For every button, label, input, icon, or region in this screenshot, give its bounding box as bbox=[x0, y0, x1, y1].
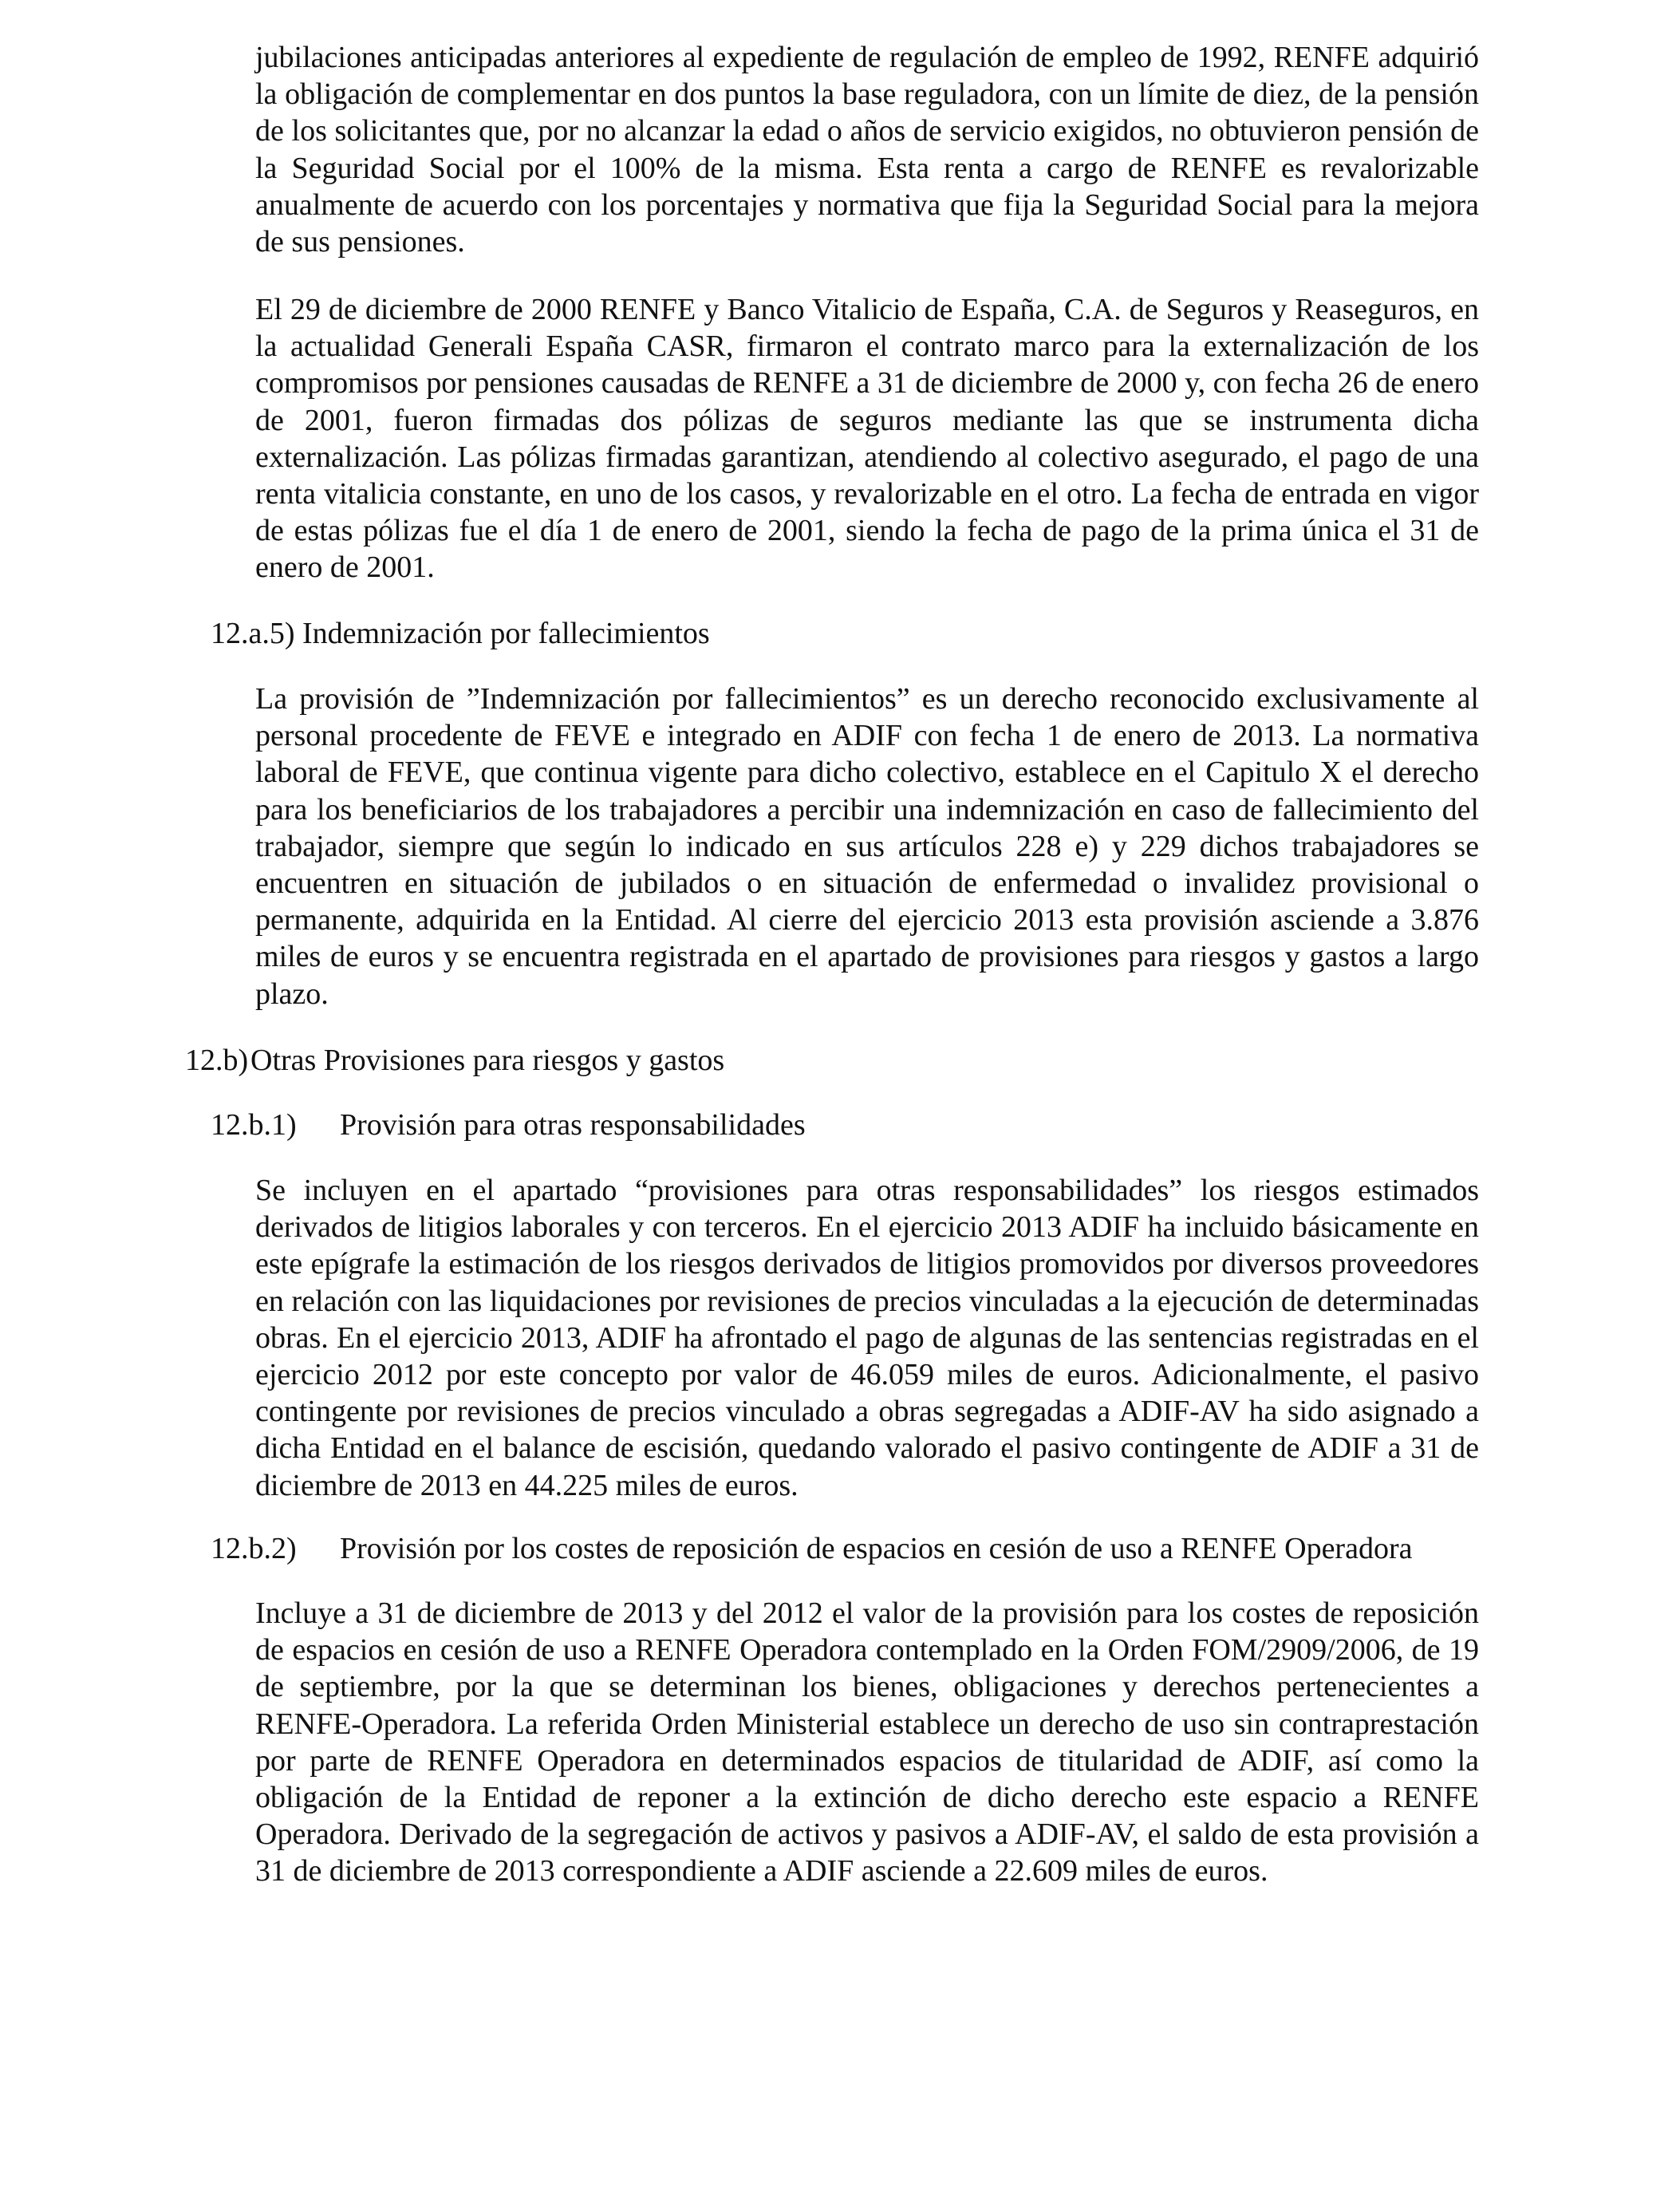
paragraph-death-indemnity: La provisión de ”Indemnización por fallecimientos” es un derecho reconocido exclusivamente al personal procedente de FEVE e integrado en ADIF con fecha 1 de enero de 2013. La normativa laboral de FEVE, que continua vigente para dicho colectivo, establece en el Capitulo X el derecho para los beneficiarios de los trabajadores a percibir una indemnización en caso de fallecimiento del trabajador, siempre que según lo indicado en sus artículos 228 e) y 229 dichos trabajadores se encuentren en situación de jubilados o en situación de enfermedad o invalidez provisional o permanente, adquirida en la Entidad. Al cierre del ejercicio 2013 esta provisión asciende a 3.876 miles de euros y se encuentra registrada en el apartado de provisiones para riesgos y gastos a largo plazo. bbox=[255, 682, 1479, 1011]
heading-12b2-number: 12.b.2) bbox=[211, 1532, 297, 1565]
heading-12b bbox=[185, 1042, 724, 1079]
paragraph-renfe-spaces: Incluye a 31 de diciembre de 2013 y del 2012 el valor de la provisión para los costes de reposición de espacios en cesión de uso a RENFE Operadora contemplado en la Orden FOM/2909/2006, de 19 de septiembre, por la que se determinan los bienes, obligaciones y derechos pertenecientes a RENFE-Operadora. La referida Orden Ministerial establece un derecho de uso sin contraprestación por parte de RENFE Operadora en determinados espacios de titularidad de ADIF, así como la obligación de la Entidad de reponer a la extinción de dicho derecho este espacio a RENFE Operadora. Derivado de la segregación de activos y pasivos a ADIF-AV, el saldo de esta provisión a 31 de diciembre de 2013 correspondiente a ADIF asciende a 22.609 miles de euros. bbox=[255, 1596, 1479, 1888]
heading-12a5: 12.a.5) Indemnización por fallecimientos bbox=[211, 617, 710, 650]
heading-12b1 bbox=[211, 1107, 806, 1143]
heading-12b2 bbox=[211, 1530, 1412, 1567]
heading-12b1-number: 12.b.1) bbox=[211, 1108, 297, 1142]
paragraph-pension-complement: jubilaciones anticipadas anteriores al expediente de regulación de empleo de 1992, RENFE adquirió la obligación de complementar en dos puntos la base reguladora, con un límite de diez, de la pensión de los solicitantes que, por no alcanzar la edad o años de servicio exigidos, no obtuvieron pensión de la Seguridad Social por el 100% de la misma. Esta renta a cargo de RENFE es revalorizable anualmente de acuerdo con los porcentajes y normativa que fija la Seguridad Social para la mejora de sus pensiones. bbox=[255, 41, 1479, 259]
heading-12b1-title: Provisión para otras responsabilidades bbox=[340, 1108, 806, 1142]
paragraph-other-liabilities: Se incluyen en el apartado “provisiones para otras responsabilidades” los riesgos estimados derivados de litigios laborales y con terceros. En el ejercicio 2013 ADIF ha incluido básicamente en este epígrafe la estimación de los riesgos derivados de litigios promovidos por diversos proveedores en relación con las liquidaciones por revisiones de precios vinculadas a la ejecución de determinadas obras. En el ejercicio 2013, ADIF ha afrontado el pago de algunas de las sentencias registradas en el ejercicio 2012 por este concepto por valor de 46.059 miles de euros. Adicionalmente, el pasivo contingente por revisiones de precios vinculado a obras segregadas a ADIF-AV ha sido asignado a dicha Entidad en el balance de escisión, quedando valorado el pasivo contingente de ADIF a 31 de diciembre de 2013 en 44.225 miles de euros. bbox=[255, 1174, 1479, 1502]
paragraph-externalization: El 29 de diciembre de 2000 RENFE y Banco Vitalicio de España, C.A. de Seguros y Reaseguros, en la actualidad Generali España CASR, firmaron el contrato marco para la externalización de los compromisos por pensiones causadas de RENFE a 31 de diciembre de 2000 y, con fecha 26 de enero de 2001, fueron firmadas dos pólizas de seguros mediante las que se instrumenta dicha externalización. Las pólizas firmadas garantizan, atendiendo al colectivo asegurado, el pago de una renta vitalicia constante, en uno de los casos, y revalorizable en el otro. La fecha de entrada en vigor de estas pólizas fue el día 1 de enero de 2001, siendo la fecha de pago de la prima única el 31 de enero de 2001. bbox=[255, 293, 1479, 585]
heading-12b-number: 12.b) bbox=[185, 1044, 249, 1077]
heading-12b-title: Otras Provisiones para riesgos y gastos bbox=[250, 1044, 725, 1077]
heading-12b2-title: Provisión por los costes de reposición de espacios en cesión de uso a RENFE Operadora bbox=[340, 1532, 1413, 1565]
